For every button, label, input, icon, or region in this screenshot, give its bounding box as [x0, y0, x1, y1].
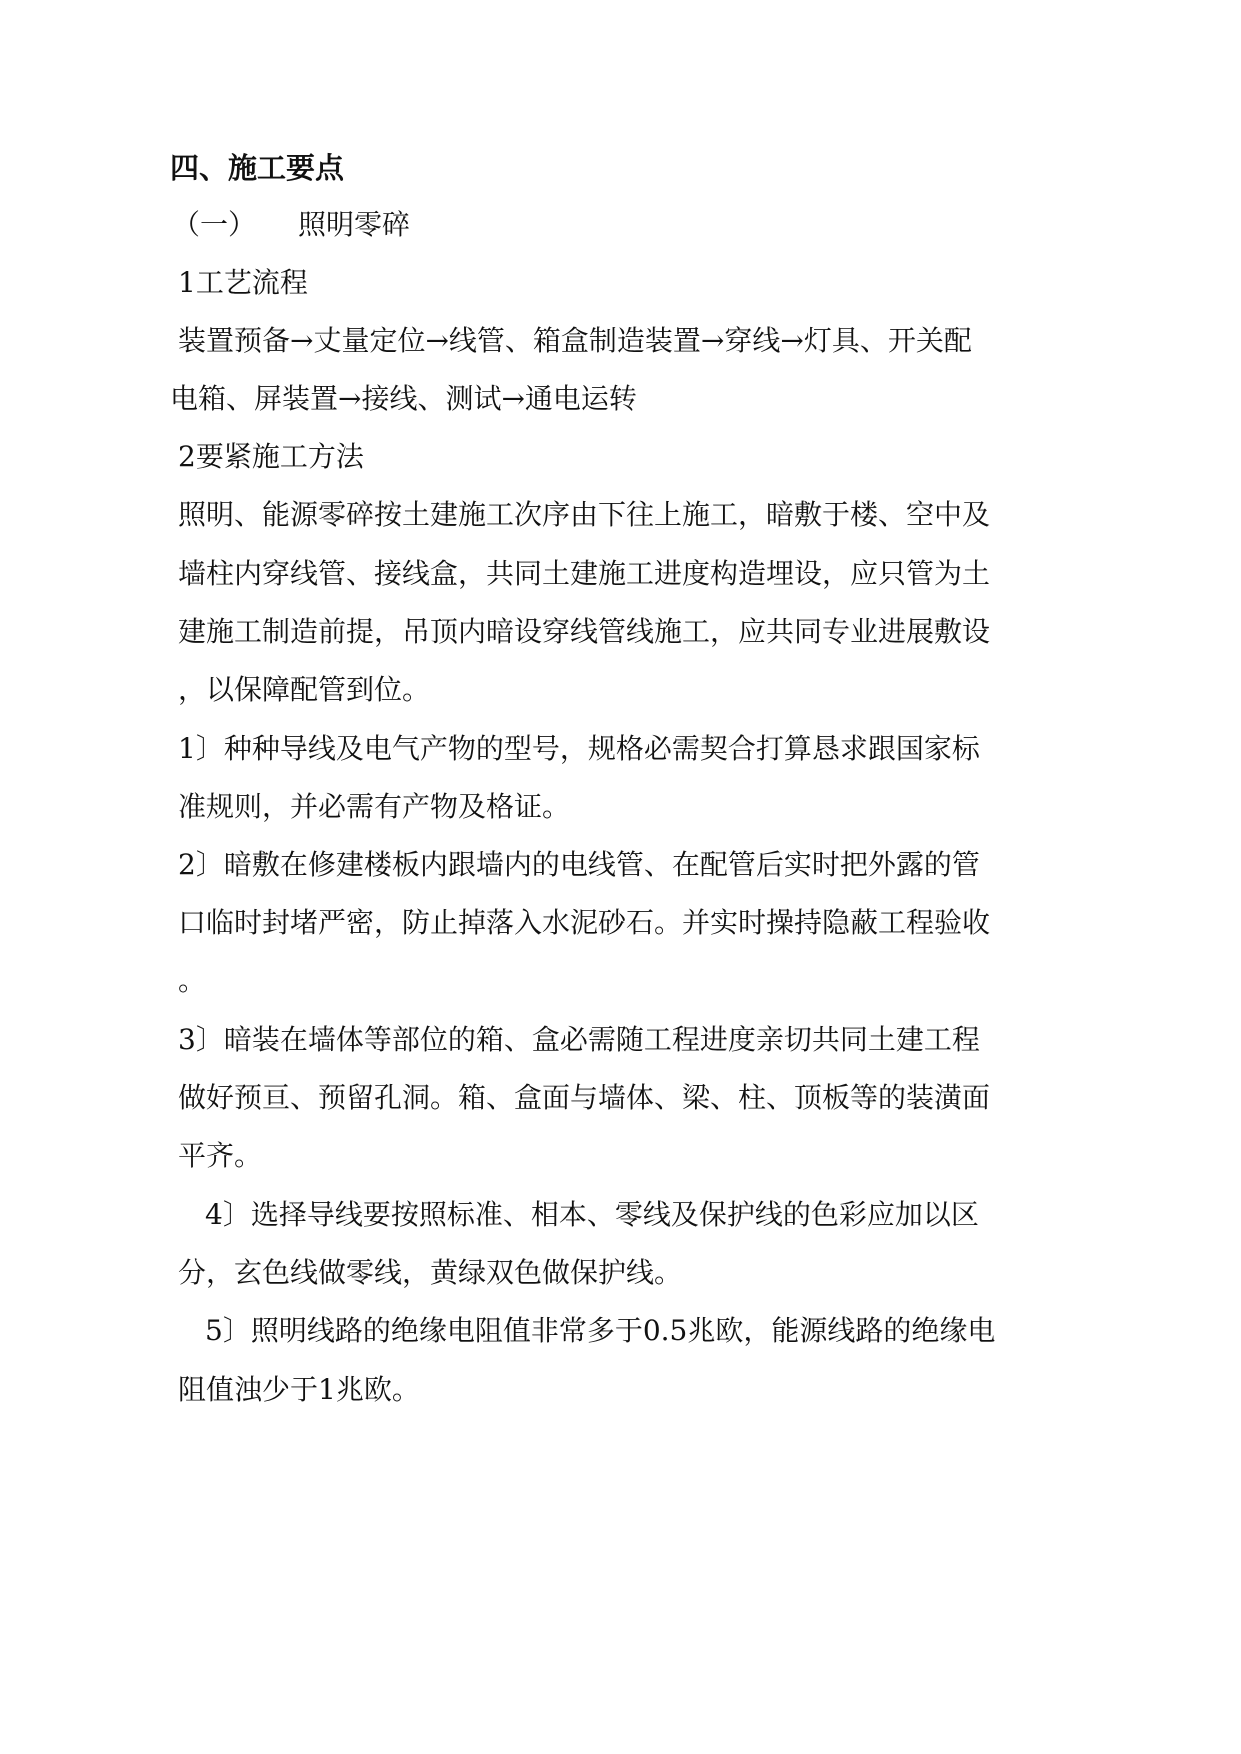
item3-line-1: 3〕暗装在墙体等部位的箱、盒必需随工程进度亲切共同土建工程: [178, 1023, 980, 1056]
item1-line-1: 1〕种种导线及电气产物的型号，规格必需契合打算恳求跟国家标: [178, 732, 980, 765]
flow-line-2: 电箱、屏装置→接线、测试→通电运转: [170, 382, 637, 415]
paragraph-line-1: 照明、能源零碎按土建施工次序由下往上施工，暗敷于楼、空中及: [178, 498, 991, 531]
step1-title: 1工艺流程: [178, 266, 308, 299]
step2-title: 2要紧施工方法: [178, 440, 364, 473]
section-heading: 四、施工要点: [170, 151, 345, 185]
item3-line-3: 平齐。: [178, 1139, 263, 1172]
item5-line-2: 阻值浊少于1兆欧。: [178, 1373, 420, 1406]
item2-line-1: 2〕暗敷在修建楼板内跟墙内的电线管、在配管后实时把外露的管: [178, 848, 980, 881]
item1-line-2: 准规则，并必需有产物及格证。: [178, 790, 571, 823]
subsection-title: （一） 照明零碎: [172, 208, 411, 241]
item5-line-1: 5〕照明线路的绝缘电阻值非常多于0.5兆欧，能源线路的绝缘电: [205, 1314, 996, 1347]
item2-line-3: 。: [178, 964, 207, 997]
item3-line-2: 做好预亘、预留孔洞。箱、盒面与墙体、梁、柱、顶板等的装潢面: [178, 1081, 991, 1114]
item2-line-2: 口临时封堵严密，防止掉落入水泥砂石。并实时操持隐蔽工程验收: [178, 906, 991, 939]
paragraph-line-3: 建施工制造前提，吊顶内暗设穿线管线施工，应共同专业进展敷设: [178, 615, 991, 648]
paragraph-line-2: 墙柱内穿线管、接线盒，共同土建施工进度构造埋设，应只管为土: [178, 557, 991, 590]
flow-line-1: 装置预备→丈量定位→线管、箱盒制造装置→穿线→灯具、开关配: [178, 324, 972, 357]
item4-line-1: 4〕选择导线要按照标准、相本、零线及保护线的色彩应加以区: [205, 1198, 979, 1231]
item4-line-2: 分，玄色线做零线，黄绿双色做保护线。: [178, 1256, 683, 1289]
paragraph-line-4: ，以保障配管到位。: [178, 673, 431, 706]
